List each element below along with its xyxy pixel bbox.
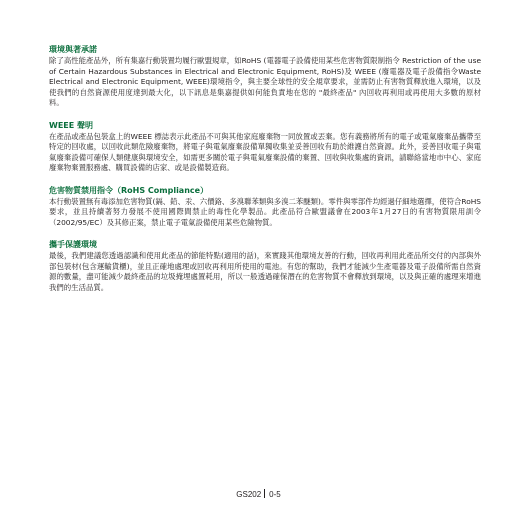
- page-footer: [0, 489, 517, 500]
- section-weee-statement: [49, 120, 481, 174]
- section-rohs-compliance: [49, 185, 481, 229]
- section-heading: 環境與著承諾: [49, 45, 97, 54]
- section-heading: 危害物質禁用指令（RoHS Compliance）: [49, 185, 209, 195]
- section-paragraph: 最後，我們建議您透過認識和使用此產品的節能特點(適用的話)，來實踐其他環境友善的行動，回收再利用此產品所交付的內部與外部包裝材(包含運輸貨櫃)，並且正確地處理或回收再利用所使用的電池。有您的幫助，我們才能減少生產電器及電子設備所需自然資源的數量，盡可能減少最終產品的垃圾掩埋處置耗用，所以一般透過確保潛在的危害物質不會釋放到環境，以及與正確的處理來增進我們的生活品質。: [49, 251, 481, 292]
- section-heading: WEEE 聲明: [49, 120, 94, 130]
- footer-page-number: 0-5: [269, 490, 281, 499]
- document-body: [49, 44, 481, 304]
- section-protect-environment: [49, 239, 481, 293]
- section-paragraph: 在產品或產品包裝盒上的WEEE 標誌表示此產品不可與其他家庭廢棄物一同放置或丟棄。您有義務將所有的電子或電氣廢棄品攜帶至特定的回收處，以回收此類危險廢棄物，將電子與電氣廢棄設備單獨收集並妥善回收有助於維護自然資源。此外，妥善回收電子與電氣廢棄設備可確保人類健康與環境安全，如需更多關於電子與電氣廢棄設備的棄置、回收與收集處的資訊，請聯絡當地市中心、家庭廢棄物棄置服務處、購買設備的店家、或是設備製造商。: [49, 131, 481, 172]
- section-paragraph: 本行動裝置無有毒添加危害物質(鎘、鉛、汞、六價鉻、多溴聯苯類與多溴二苯醚類)。零件與零部件均經過仔細地選擇，使符合RoHS要求，並且持續著努力發展不使用國際間禁止的毒性化學製品。此產品符合歐盟議會在2003年1月27日的有害物質限用訓令（2002/95/EC）及其修正案，禁止電子電氣設備使用某些危險物質。: [49, 196, 481, 227]
- section-heading: 攜手保護環境: [49, 240, 97, 249]
- footer-separator: [264, 489, 265, 498]
- footer-model: GS202: [236, 490, 262, 499]
- section-environment-commitment: [49, 44, 481, 109]
- section-paragraph: 除了高性能產品外，所有集嘉行動裝置均履行歐盟規章，如RoHS (電器電子設備使用某些危害物質限制指令 Restriction of the use of Certain Hazardous Substances in Electrical and Electronic Equipment, RoHS)及 WEEE (廢電器及電子設備指令Waste Electrical and Electronic Equipment, WEEE)環境指令，與主要全球性的安全規章要求，並需防止有害物質釋放進入環境，以及使我們的自然資源使用度達到最大化，以下訊息是集嘉提供如何能負責地在您的 "最終產品" 內回收再利用或再使用大多數的原材料。: [49, 56, 481, 107]
